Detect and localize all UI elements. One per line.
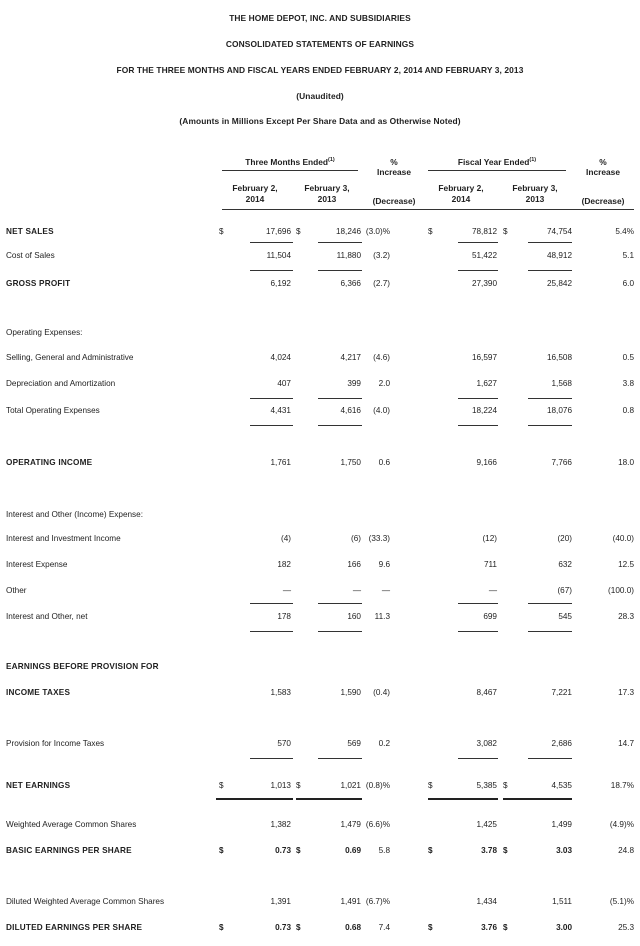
total-rule bbox=[528, 758, 572, 759]
cell-y13: 4,535 bbox=[551, 781, 572, 790]
row-label: Diluted Weighted Average Common Shares bbox=[6, 897, 165, 906]
cell-y14: 9,166 bbox=[476, 458, 497, 467]
three-months-underline bbox=[222, 170, 358, 171]
total-rule bbox=[296, 798, 362, 800]
cell-q13: 1,479 bbox=[340, 820, 361, 829]
total-rule bbox=[318, 425, 362, 426]
cell-qp: (6.7)% bbox=[365, 897, 390, 906]
total-rule bbox=[428, 798, 498, 800]
fiscal-year-header: Fiscal Year Ended$^{(1)}$ bbox=[457, 157, 537, 167]
dollar-sign: $ bbox=[428, 923, 433, 932]
cell-q13: (6) bbox=[350, 534, 361, 543]
total-rule bbox=[216, 798, 293, 800]
cell-yp: 25.3 bbox=[618, 923, 634, 932]
cell-y14: — bbox=[488, 586, 497, 595]
row-label: GROSS PROFIT bbox=[6, 279, 71, 288]
total-rule bbox=[528, 425, 572, 426]
total-rule bbox=[318, 631, 362, 632]
total-rule bbox=[318, 270, 362, 271]
cell-qp: 0.2 bbox=[378, 739, 390, 748]
cell-yp: (40.0) bbox=[612, 534, 634, 543]
cell-y13: 74,754 bbox=[546, 227, 572, 236]
cell-y14: 711 bbox=[483, 560, 497, 569]
row-label: Selling, General and Administrative bbox=[6, 353, 134, 362]
row-label: INCOME TAXES bbox=[6, 688, 71, 697]
cell-qp: 11.3 bbox=[374, 612, 390, 621]
cell-q13: 4,616 bbox=[340, 406, 361, 415]
total-rule bbox=[528, 270, 572, 271]
cell-y14: 3.76 bbox=[481, 923, 497, 932]
row-label: Provision for Income Taxes bbox=[6, 739, 105, 748]
cell-y13: (67) bbox=[557, 586, 572, 595]
cell-y14: 27,390 bbox=[471, 279, 497, 288]
cell-q14: — bbox=[282, 586, 291, 595]
cell-yp: 28.3 bbox=[618, 612, 634, 621]
total-rule bbox=[528, 603, 572, 604]
total-rule bbox=[250, 270, 293, 271]
cell-yp: 5.4% bbox=[615, 227, 634, 236]
cell-yp: 18.7% bbox=[610, 781, 634, 790]
cell-yp: 24.8 bbox=[618, 846, 634, 855]
cell-qp: 0.6 bbox=[378, 458, 390, 467]
cell-qp: (4.0) bbox=[373, 406, 390, 415]
dollar-sign: $ bbox=[296, 781, 301, 790]
total-rule bbox=[250, 425, 293, 426]
total-rule bbox=[458, 242, 498, 243]
cell-q13: 1,750 bbox=[340, 458, 361, 467]
cell-y13: (20) bbox=[557, 534, 572, 543]
cell-y14: 16,597 bbox=[471, 353, 497, 362]
dollar-sign: $ bbox=[503, 846, 508, 855]
cell-yp: 0.8 bbox=[622, 406, 634, 415]
dollar-sign: $ bbox=[428, 846, 433, 855]
cell-yp: 6.0 bbox=[622, 279, 634, 288]
cell-q14: 1,391 bbox=[270, 897, 291, 906]
dollar-sign: $ bbox=[296, 923, 301, 932]
cell-y14: 51,422 bbox=[471, 251, 497, 260]
total-rule bbox=[250, 631, 293, 632]
cell-q14: 4,431 bbox=[270, 406, 291, 415]
dollar-sign: $ bbox=[503, 227, 508, 236]
cell-y13: 16,508 bbox=[546, 353, 572, 362]
row-label: NET SALES bbox=[6, 227, 54, 236]
cell-q14: 1,013 bbox=[270, 781, 291, 790]
cell-q14: (4) bbox=[280, 534, 291, 543]
three-months-header: Three Months Ended$^{(1)}$ bbox=[245, 157, 335, 167]
cell-q14: 182 bbox=[277, 560, 291, 569]
dollar-sign: $ bbox=[219, 846, 224, 855]
cell-yp: 3.8 bbox=[622, 379, 634, 388]
dollar-sign: $ bbox=[219, 923, 224, 932]
quarter-pct-header: % Increase bbox=[377, 157, 411, 177]
row-label: NET EARNINGS bbox=[6, 781, 71, 790]
cell-q13: 160 bbox=[347, 612, 361, 621]
cell-qp: 2.0 bbox=[378, 379, 390, 388]
cell-q14: 570 bbox=[277, 739, 291, 748]
period-title: FOR THE THREE MONTHS AND FISCAL YEARS ENDED FEBRUARY 2, 2014 AND FEBRUARY 3, 2013 bbox=[116, 65, 524, 75]
dollar-sign: $ bbox=[503, 923, 508, 932]
year-pct-header: % Increase bbox=[586, 157, 620, 177]
total-rule bbox=[250, 758, 293, 759]
row-label: BASIC EARNINGS PER SHARE bbox=[6, 846, 132, 855]
cell-y14: 5,385 bbox=[476, 781, 497, 790]
cell-y13: 3.03 bbox=[556, 846, 572, 855]
cell-y14: 1,627 bbox=[476, 379, 497, 388]
cell-qp: 7.4 bbox=[378, 923, 390, 932]
statement-title: CONSOLIDATED STATEMENTS OF EARNINGS bbox=[225, 39, 415, 49]
row-label: Operating Expenses: bbox=[6, 328, 83, 337]
cell-yp: 5.1 bbox=[622, 251, 634, 260]
cell-y13: 1,499 bbox=[551, 820, 572, 829]
cell-y13: 2,686 bbox=[551, 739, 572, 748]
cell-q13: — bbox=[352, 586, 361, 595]
dollar-sign: $ bbox=[219, 227, 224, 236]
cell-yp: (4.9)% bbox=[609, 820, 634, 829]
cell-qp: (33.3) bbox=[368, 534, 390, 543]
cell-yp: 14.7 bbox=[618, 739, 634, 748]
cell-q13: 6,366 bbox=[340, 279, 361, 288]
cell-y14: 699 bbox=[483, 612, 497, 621]
row-label: Interest and Other (Income) Expense: bbox=[6, 510, 143, 519]
row-label: OPERATING INCOME bbox=[6, 458, 93, 467]
cell-q13: 11,880 bbox=[336, 251, 361, 260]
dollar-sign: $ bbox=[428, 227, 433, 236]
cell-q13: 18,246 bbox=[335, 227, 361, 236]
total-rule bbox=[528, 398, 572, 399]
cell-y14: 18,224 bbox=[471, 406, 497, 415]
row-label: Other bbox=[6, 586, 27, 595]
company-title: THE HOME DEPOT, INC. AND SUBSIDIARIES bbox=[229, 13, 411, 23]
cell-qp: 9.6 bbox=[378, 560, 390, 569]
cell-q13: 569 bbox=[347, 739, 361, 748]
cell-y14: (12) bbox=[482, 534, 497, 543]
cell-qp: (6.6)% bbox=[365, 820, 390, 829]
total-rule bbox=[458, 758, 498, 759]
cell-q13: 0.68 bbox=[345, 923, 361, 932]
cell-y14: 3.78 bbox=[481, 846, 497, 855]
cell-qp: — bbox=[381, 586, 390, 595]
q-feb3-header: February 3, 2013 bbox=[304, 183, 350, 204]
cell-q14: 6,192 bbox=[270, 279, 291, 288]
cell-q14: 407 bbox=[277, 379, 291, 388]
cell-y13: 48,912 bbox=[546, 251, 572, 260]
total-rule bbox=[318, 603, 362, 604]
dollar-sign: $ bbox=[219, 781, 224, 790]
total-rule bbox=[318, 398, 362, 399]
total-rule bbox=[250, 603, 293, 604]
cell-qp: (0.4) bbox=[373, 688, 390, 697]
cell-y13: 1,511 bbox=[552, 897, 572, 906]
dollar-sign: $ bbox=[428, 781, 433, 790]
row-label: Weighted Average Common Shares bbox=[6, 820, 137, 829]
cell-q14: 17,696 bbox=[265, 227, 291, 236]
q-feb2-header: February 2, 2014 bbox=[232, 183, 278, 204]
y-feb2-header: February 2, 2014 bbox=[438, 183, 484, 204]
quarter-pct-decrease: (Decrease) bbox=[372, 196, 416, 206]
cell-q13: 1,021 bbox=[340, 781, 361, 790]
row-label: Cost of Sales bbox=[6, 251, 55, 260]
total-rule bbox=[458, 398, 498, 399]
cell-y14: 3,082 bbox=[476, 739, 497, 748]
cell-qp: (4.6) bbox=[373, 353, 390, 362]
total-rule bbox=[318, 242, 362, 243]
cell-y13: 1,568 bbox=[551, 379, 572, 388]
row-label: Interest and Other, net bbox=[6, 612, 88, 621]
total-rule bbox=[458, 631, 498, 632]
cell-q13: 1,491 bbox=[340, 897, 361, 906]
row-label: EARNINGS BEFORE PROVISION FOR bbox=[6, 662, 159, 671]
cell-y14: 8,467 bbox=[476, 688, 497, 697]
total-rule bbox=[250, 242, 293, 243]
cell-y13: 545 bbox=[558, 612, 572, 621]
cell-yp: 12.5 bbox=[618, 560, 634, 569]
total-rule bbox=[458, 270, 498, 271]
cell-q14: 4,024 bbox=[270, 353, 291, 362]
dollar-sign: $ bbox=[296, 846, 301, 855]
cell-y13: 632 bbox=[558, 560, 572, 569]
total-rule bbox=[318, 758, 362, 759]
cell-qp: (3.2) bbox=[373, 251, 390, 260]
cell-q13: 1,590 bbox=[340, 688, 361, 697]
cell-y13: 3.00 bbox=[556, 923, 572, 932]
cell-qp: (0.8)% bbox=[365, 781, 390, 790]
cell-qp: (3.0)% bbox=[365, 227, 390, 236]
total-rule bbox=[250, 398, 293, 399]
cell-yp: (100.0) bbox=[608, 586, 634, 595]
total-rule bbox=[458, 603, 498, 604]
cell-y14: 1,434 bbox=[476, 897, 497, 906]
cell-q14: 0.73 bbox=[275, 846, 291, 855]
dollar-sign: $ bbox=[503, 781, 508, 790]
cell-y13: 7,766 bbox=[551, 458, 572, 467]
cell-q14: 0.73 bbox=[275, 923, 291, 932]
year-pct-decrease: (Decrease) bbox=[581, 196, 625, 206]
row-label: DILUTED EARNINGS PER SHARE bbox=[6, 923, 143, 932]
cell-q13: 0.69 bbox=[345, 846, 361, 855]
cell-qp: 5.8 bbox=[378, 846, 390, 855]
y-feb3-header: February 3, 2013 bbox=[512, 183, 558, 204]
amounts-note: (Amounts in Millions Except Per Share Data and as Otherwise Noted) bbox=[179, 116, 461, 126]
cell-q14: 11,504 bbox=[266, 251, 291, 260]
cell-q14: 1,382 bbox=[270, 820, 291, 829]
row-label: Interest and Investment Income bbox=[6, 534, 121, 543]
total-rule bbox=[528, 631, 572, 632]
cell-y13: 25,842 bbox=[546, 279, 572, 288]
cell-q13: 4,217 bbox=[340, 353, 361, 362]
cell-q14: 1,761 bbox=[270, 458, 291, 467]
unaudited-note: (Unaudited) bbox=[296, 91, 344, 101]
dollar-sign: $ bbox=[296, 227, 301, 236]
total-rule bbox=[503, 798, 572, 800]
row-label: Depreciation and Amortization bbox=[6, 379, 116, 388]
cell-y13: 18,076 bbox=[546, 406, 572, 415]
cell-yp: (5.1)% bbox=[609, 897, 634, 906]
cell-q13: 166 bbox=[347, 560, 361, 569]
cell-y14: 78,812 bbox=[471, 227, 497, 236]
total-rule bbox=[458, 425, 498, 426]
cell-yp: 18.0 bbox=[618, 458, 634, 467]
cell-q14: 178 bbox=[277, 612, 291, 621]
cell-y13: 7,221 bbox=[551, 688, 572, 697]
row-label: Total Operating Expenses bbox=[6, 406, 100, 415]
header-bottom-rule bbox=[222, 209, 634, 210]
cell-q14: 1,583 bbox=[270, 688, 291, 697]
fiscal-year-underline bbox=[428, 170, 566, 171]
cell-y14: 1,425 bbox=[476, 820, 497, 829]
cell-qp: (2.7) bbox=[373, 279, 390, 288]
cell-q13: 399 bbox=[347, 379, 361, 388]
cell-yp: 0.5 bbox=[622, 353, 634, 362]
row-label: Interest Expense bbox=[6, 560, 68, 569]
cell-yp: 17.3 bbox=[618, 688, 634, 697]
total-rule bbox=[528, 242, 572, 243]
